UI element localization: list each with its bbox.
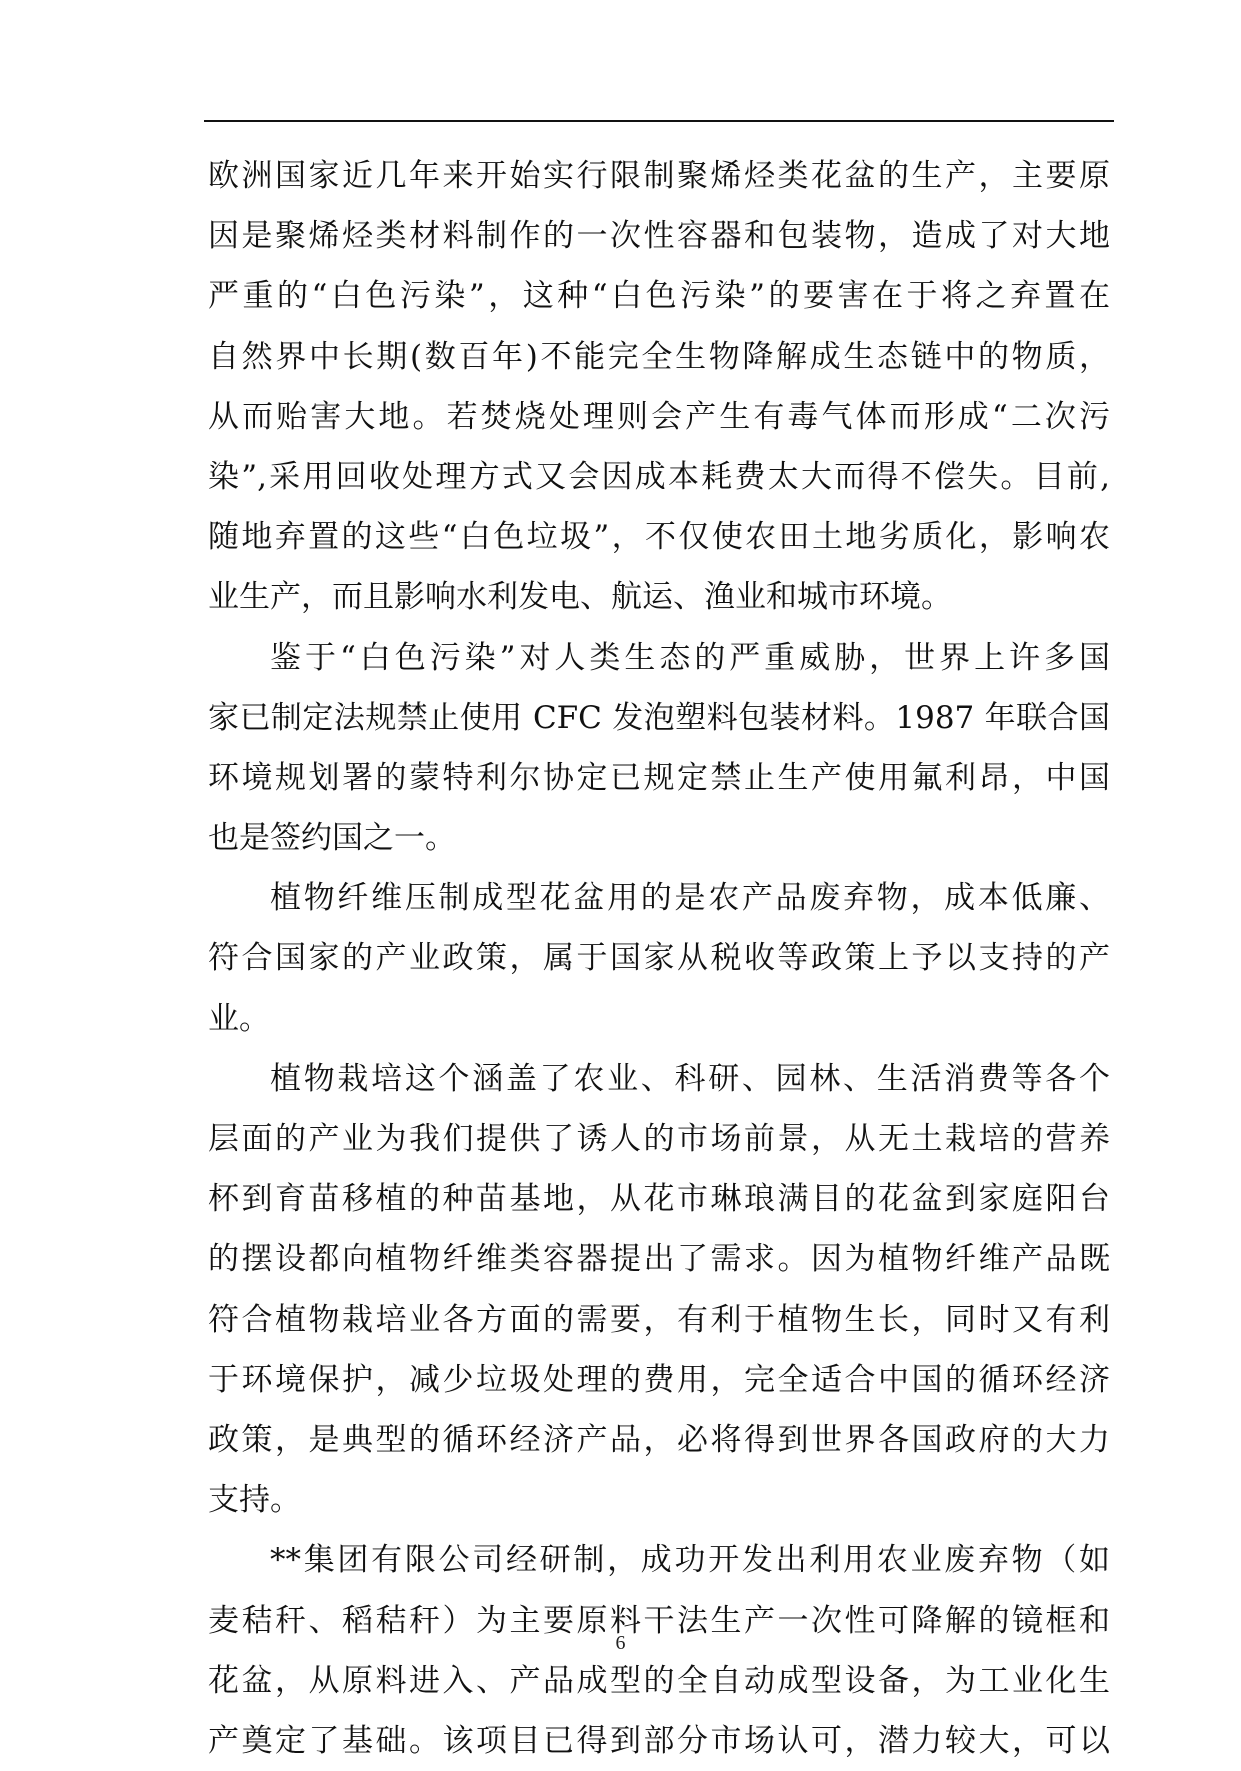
text-line: 政策，是典型的循环经济产品，必将得到世界各国政府的大力 — [208, 1421, 1110, 1458]
paragraph-1 — [208, 146, 1110, 628]
text-line: 植物纤维压制成型花盆用的是农产品废弃物，成本低廉、 — [270, 880, 1110, 917]
text-line: 产奠定了基础。该项目已得到部分市场认可，潜力较大，可以 — [208, 1722, 1110, 1759]
text-line: 符合植物栽培业各方面的需要，有利于植物生长，同时又有利 — [208, 1301, 1110, 1338]
text-line: 业。 — [208, 1000, 270, 1037]
text-line: 自然界中长期(数百年)不能完全生物降解成生态链中的物质， — [208, 338, 1110, 375]
text-line: 支持。 — [208, 1482, 301, 1519]
text-line: 花盆，从原料进入、产品成型的全自动成型设备，为工业化生 — [208, 1662, 1110, 1699]
page-number: 6 — [615, 1632, 626, 1654]
text-line: 因是聚烯烃类材料制作的一次性容器和包装物，造成了对大地 — [208, 218, 1110, 255]
text-line: 符合国家的产业政策，属于国家从税收等政策上予以支持的产 — [208, 940, 1110, 977]
text-line: 层面的产业为我们提供了诱人的市场前景，从无土栽培的营养 — [208, 1121, 1110, 1157]
text-line: **集团有限公司经研制，成功开发出利用农业废弃物（如 — [270, 1542, 1110, 1579]
text-line: 鉴于“白色污染”对人类生态的严重威胁，世界上许多国 — [270, 639, 1110, 676]
header-rule — [204, 120, 1114, 122]
text-line: 欧洲国家近几年来开始实行限制聚烯烃类花盆的生产，主要原 — [208, 158, 1110, 194]
text-line: 也是签约国之一。 — [208, 820, 456, 857]
text-line: 植物栽培这个涵盖了农业、科研、园林、生活消费等各个 — [270, 1060, 1110, 1097]
text-line: 从而贻害大地。若焚烧处理则会产生有毒气体而形成“二次污 — [208, 398, 1110, 435]
text-line: 杯到育苗移植的种苗基地，从花市琳琅满目的花盆到家庭阳台 — [208, 1181, 1110, 1218]
text-line: 麦秸秆、稻秸秆）为主要原料干法生产一次性可降解的镜框和 — [208, 1602, 1110, 1639]
text-line: 环境规划署的蒙特利尔协定已规定禁止生产使用氟利昂，中国 — [208, 759, 1110, 796]
text-line: 的摆设都向植物纤维类容器提出了需求。因为植物纤维产品既 — [208, 1241, 1110, 1278]
text-line: 随地弃置的这些“白色垃圾”，不仅使农田土地劣质化，影响农 — [208, 519, 1110, 556]
text-line: 家已制定法规禁止使用 CFC 发泡塑料包装材料。1987 年联合国 — [208, 699, 1110, 736]
text-line: 染”,采用回收处理方式又会因成本耗费太大而得不偿失。目前, — [208, 458, 1110, 495]
text-line: 严重的“白色污染”，这种“白色污染”的要害在于将之弃置在 — [208, 278, 1110, 315]
text-line: 业生产，而且影响水利发电、航运、渔业和城市环境。 — [208, 579, 952, 616]
text-line: 于环境保护，减少垃圾处理的费用，完全适合中国的循环经济 — [208, 1361, 1110, 1398]
paragraph-4 — [208, 1049, 1110, 1531]
paragraph-3 — [208, 868, 1110, 1049]
document-body — [208, 146, 1110, 1771]
paragraph-2 — [208, 628, 1110, 869]
